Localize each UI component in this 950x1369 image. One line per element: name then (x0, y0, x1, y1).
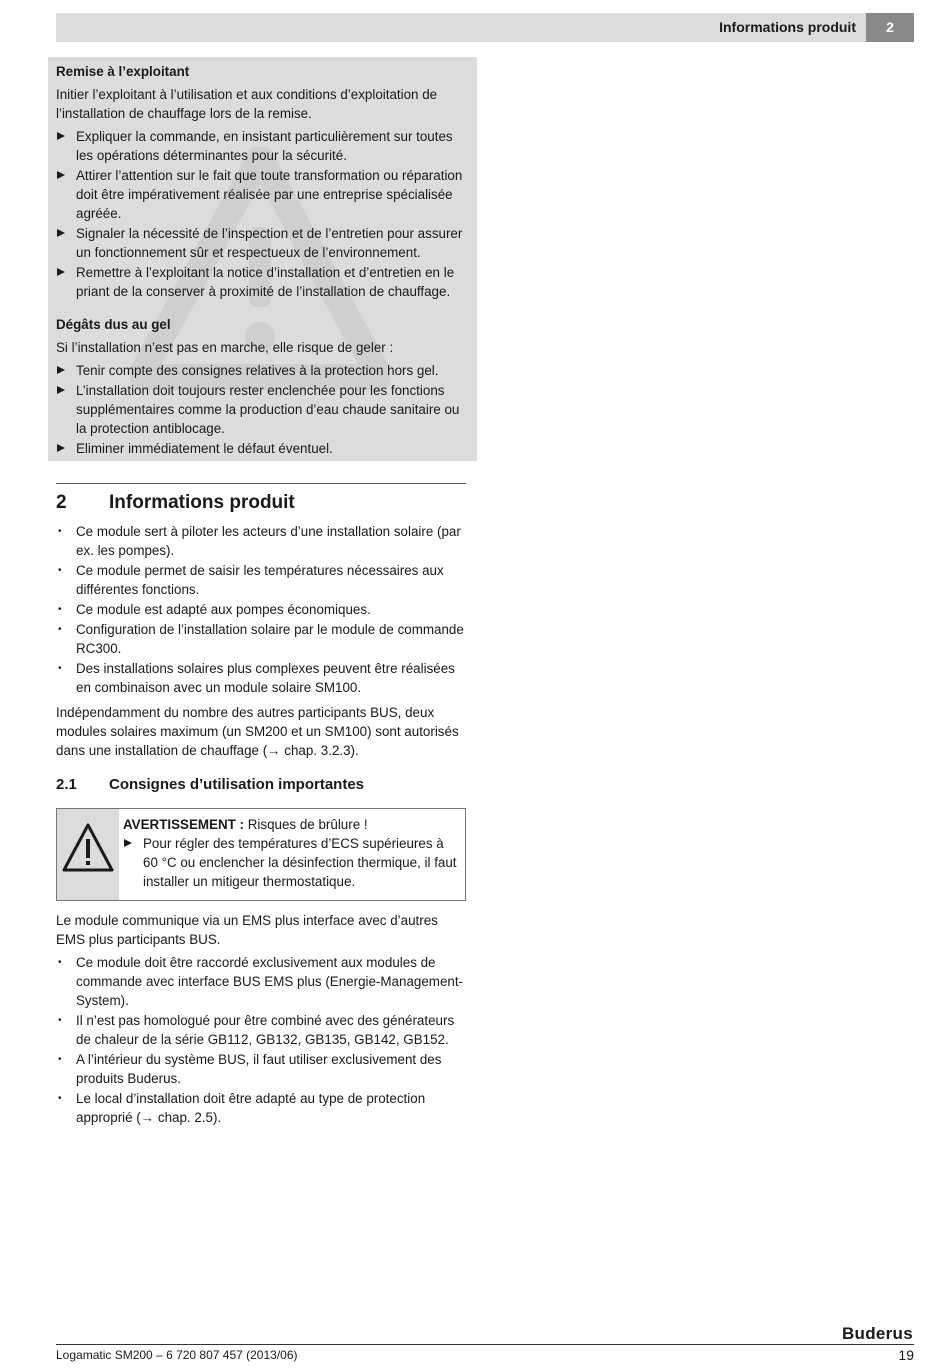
subsection-number: 2.1 (56, 776, 77, 793)
subsection-heading (56, 775, 364, 795)
section-title: Informations produit (109, 492, 295, 513)
frost-intro: Si l’installation n’est pas en marche, elle risque de geler : (56, 340, 394, 355)
frost-list (56, 361, 466, 458)
list-item: L’installation doit toujours rester enclenchée pour les fonctions supplémentaires comme la production d’eau chaude sanitaire ou la protection antiblocage. (56, 381, 466, 438)
warning-box (56, 808, 466, 901)
list-item: • Des installations solaires plus complexes peuvent être réalisées en combinaison avec un module solaire SM100. (56, 659, 466, 697)
handover-intro: Initier l’exploitant à l’utilisation et aux conditions d’exploitation de l’installation de chauffage lors de la remise. (56, 87, 438, 121)
list-item: • Le local d’installation doit être adapté au type de protection approprié (→ chap. 2.5). (56, 1089, 466, 1127)
list-item: Expliquer la commande, en insistant particulièrement sur toutes les opérations déterminantes pour la sécurité. (56, 127, 466, 165)
footer-divider (56, 1344, 914, 1345)
warning-label: AVERTISSEMENT : (123, 817, 245, 832)
list-item: Pour régler des températures d’ECS supérieures à 60 °C ou enclencher la désinfection thermique, il faut installer un mitigeur thermostatique. (123, 834, 458, 891)
frost-title: Dégâts dus au gel (56, 317, 171, 332)
brand-logo: Buderus (841, 1324, 913, 1343)
list-item: • Il n’est pas homologué pour être combiné avec des générateurs de chaleur de la série GB112, GB132, GB135, GB142, GB152. (56, 1011, 466, 1049)
warning-heading: Risques de brûlure ! (244, 817, 368, 832)
list-item: Remettre à l’exploitant la notice d’installation et d’entretien en le priant de la conserver à proximité de l’installation de chauffage. (56, 263, 466, 301)
list-item: • A l’intérieur du système BUS, il faut utiliser exclusivement des produits Buderus. (56, 1050, 466, 1088)
list-item: Signaler la nécessité de l’inspection et de l’entretien pour assurer un fonctionnement sûr et respectueux de l’environnement. (56, 224, 466, 262)
product-info-list (56, 522, 466, 697)
list-item: • Configuration de l’installation solaire par le module de commande RC300. (56, 620, 466, 658)
safety-info-box (48, 57, 477, 461)
chapter-tab: 2 (866, 13, 914, 42)
list-item: Eliminer immédiatement le défaut éventuel. (56, 439, 466, 458)
usage-notes-block (56, 911, 466, 1131)
usage-paragraph: Le module communique via un EMS plus interface avec d’autres EMS plus participants BUS. (56, 913, 438, 947)
page-number: 19 (898, 1347, 914, 1363)
list-item: • Ce module doit être raccordé exclusivement aux modules de commande avec interface BUS EMS plus (Energie-Management-System). (56, 953, 466, 1010)
section-number: 2 (56, 492, 67, 513)
header-title: Informations produit (719, 19, 856, 35)
warning-list (123, 834, 458, 891)
list-item: Attirer l’attention sur le fait que toute transformation ou réparation doit être impérativement réalisée par une entreprise spécialisée agréée. (56, 166, 466, 223)
handover-title: Remise à l’exploitant (56, 64, 190, 79)
warning-triangle-icon (61, 821, 115, 875)
subsection-title: Consignes d’utilisation importantes (109, 776, 365, 793)
product-info-block (56, 522, 466, 764)
page-header (56, 13, 914, 42)
list-item: • Ce module est adapté aux pompes économiques. (56, 600, 466, 619)
section-divider (56, 483, 466, 484)
list-item: • Ce module permet de saisir les températures nécessaires aux différentes fonctions. (56, 561, 466, 599)
document-reference: Logamatic SM200 – 6 720 807 457 (2013/06) (56, 1348, 298, 1362)
warning-icon-cell (57, 809, 119, 900)
section-heading (56, 490, 295, 516)
list-item: Tenir compte des consignes relatives à la protection hors gel. (56, 361, 466, 380)
usage-list (56, 953, 466, 1127)
warning-text (123, 815, 458, 895)
handover-list (56, 127, 466, 301)
list-item: • Ce module sert à piloter les acteurs d’une installation solaire (par ex. les pompes). (56, 522, 466, 560)
product-info-paragraph: Indépendamment du nombre des autres participants BUS, deux modules solaires maximum (un SM200 et un SM100) sont autorisés dans une installation de chauffage (→ chap. 3.2.3). (56, 705, 459, 758)
